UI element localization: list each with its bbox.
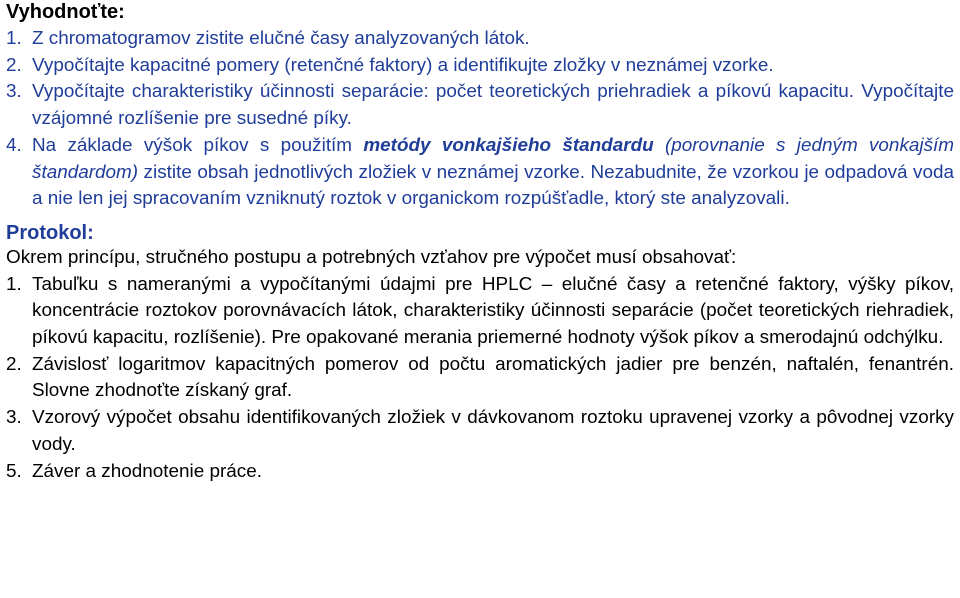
item-text-a: Na základe výšok píkov s použitím (32, 134, 364, 156)
item-emphasis: metódy vonkajšieho štandardu (363, 134, 654, 156)
evaluate-list (6, 26, 954, 213)
evaluate-heading: Vyhodnoťte: (6, 1, 125, 23)
item-text-c: zistite obsah jednotlivých zložiek v neznámej vzorke. Nezabudnite, že vzorkou je odpadová voda a nie len jej spracovaním vzniknutý roztok v organickom rozpúšťadle, ktorý ste analyzovali. (32, 161, 954, 210)
item-number: 4. (6, 134, 22, 156)
protocol-item (6, 272, 954, 352)
evaluate-item (6, 79, 954, 132)
item-text: Vypočítajte kapacitné pomery (retenčné faktory) a identifikujte zložky v neznámej vzorke. (32, 54, 774, 76)
item-number: 3. (6, 407, 22, 429)
evaluate-item (6, 133, 954, 213)
item-text: Závislosť logaritmov kapacitných pomerov od počtu aromatických jadier pre benzén, naftalén, fenantrén. Slovne zhodnoťte získaný graf. (32, 353, 954, 402)
item-text: Z chromatogramov zistite elučné časy analyzovaných látok. (32, 28, 530, 49)
item-number: 3. (6, 81, 22, 103)
item-number: 1. (6, 273, 22, 295)
item-text: Záver a zhodnotenie práce. (32, 460, 262, 482)
item-text: Tabuľku s nameranými a vypočítanými údajmi pre HPLC – elučné časy a retenčné faktory, výšky píkov, koncentrácie roztokov porovnávacích látok, charakteristiky účinnosti separácie (počet teoretických riehradiek, píkovú kapacitu, rozlíšenie). Pre opakované merania priemerné hodnoty výšok píkov a smerodajnú odchýlku. (32, 273, 954, 349)
item-text: Vypočítajte charakteristiky účinnosti separácie: počet teoretických priehradiek a píkovú kapacitu. Vypočítajte vzájomné rozlíšenie pre susedné píky. (32, 81, 954, 130)
protocol-intro: Okrem princípu, stručného postupu a potrebných vzťahov pre výpočet musí obsahovať: (6, 246, 737, 268)
item-number: 5. (6, 460, 22, 482)
evaluate-item (6, 26, 954, 53)
protocol-heading: Protokol: (6, 221, 94, 244)
item-number: 2. (6, 54, 22, 76)
item-number: 1. (6, 28, 22, 49)
evaluate-item (6, 53, 954, 80)
item-text: Vzorový výpočet obsahu identifikovaných zložiek v dávkovanom roztoku upravenej vzorky a pôvodnej vzorky vody. (32, 407, 954, 455)
item-number: 2. (6, 353, 22, 375)
protocol-item (6, 352, 954, 405)
protocol-item (6, 405, 954, 458)
item-text-b (654, 135, 665, 156)
protocol-list (6, 272, 954, 486)
item-italic: (porovnanie s jedným vonkajším štandardom) (32, 134, 955, 183)
protocol-item (6, 459, 954, 486)
